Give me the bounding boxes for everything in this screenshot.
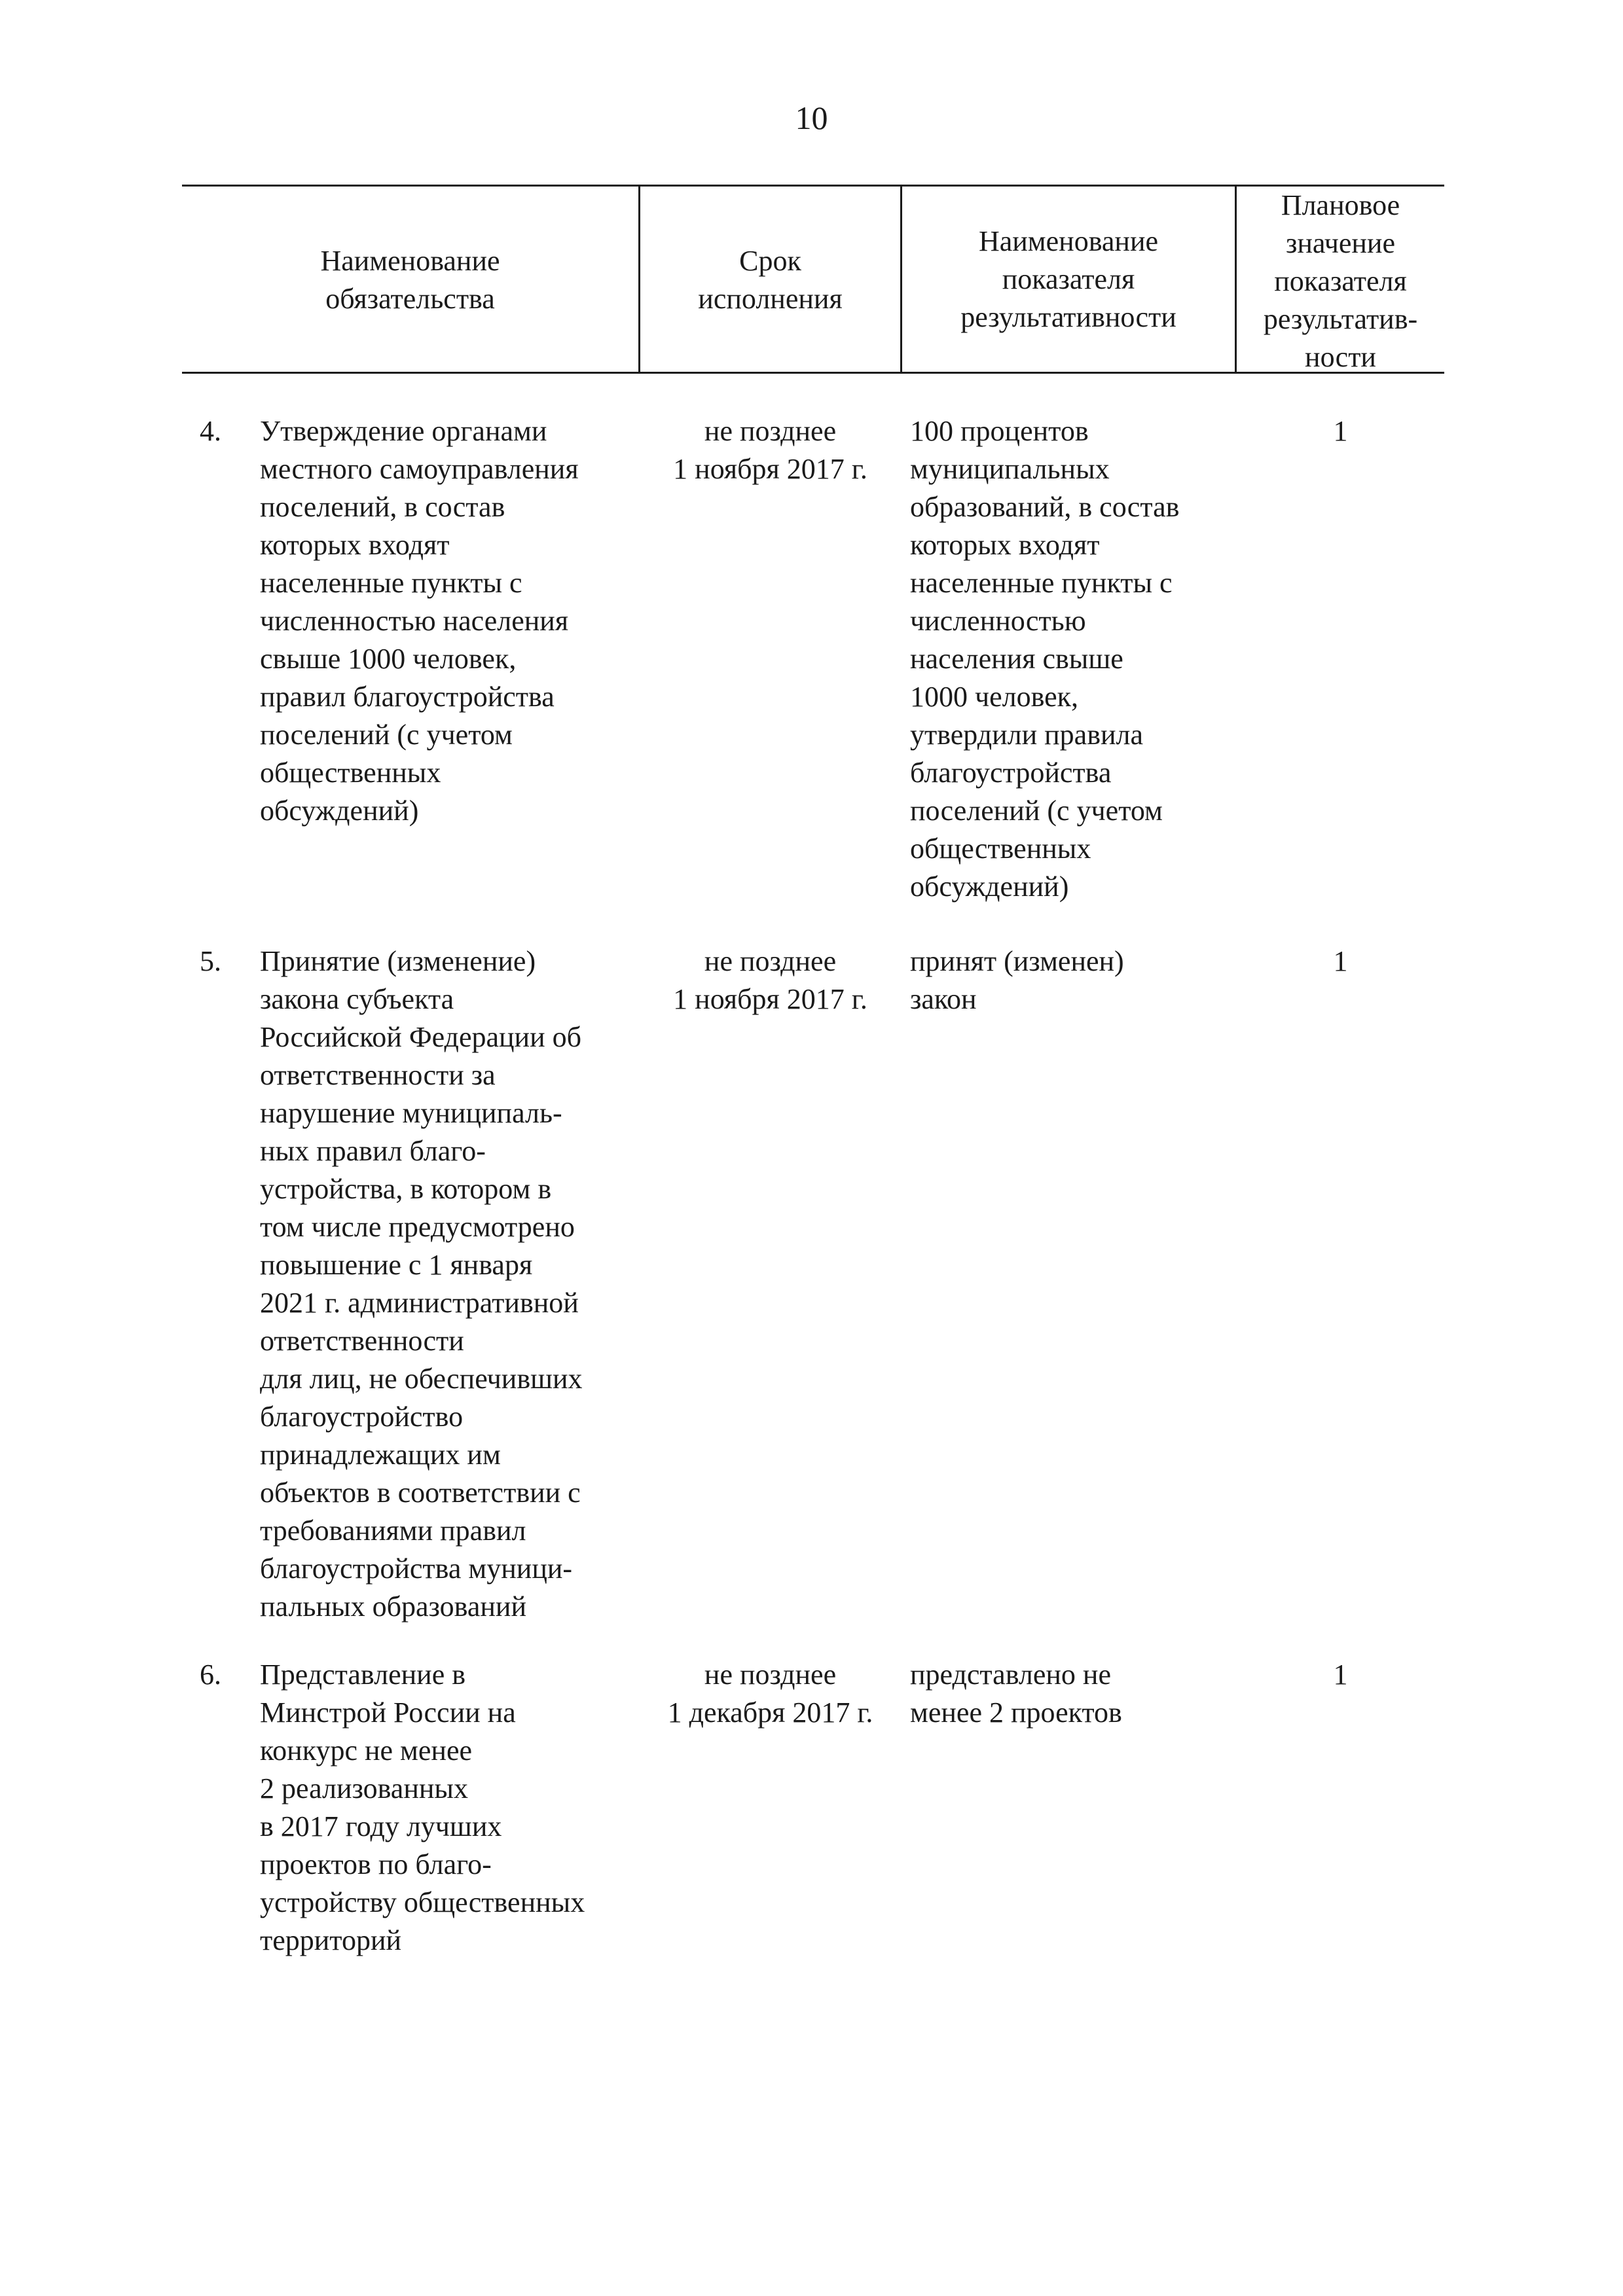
header-line: Наименование (320, 245, 500, 277)
text-line: утвердили правила (910, 719, 1144, 751)
text-line: принадлежащих им (260, 1439, 501, 1471)
text-line: населенные пункты с (910, 567, 1173, 599)
header-line: обязательства (325, 283, 495, 315)
text-line: 2 реализованных (260, 1772, 468, 1804)
planned-value-cell: 1 (1333, 1659, 1348, 1691)
text-line: устройству общественных (260, 1886, 585, 1918)
obligation-cell (260, 942, 583, 1626)
text-line: Принятие (изменение) (260, 945, 536, 977)
header-deadline (640, 242, 900, 318)
text-line: ответственности за (260, 1059, 496, 1091)
deadline-cell (640, 1656, 900, 1732)
text-line: Утверждение органами (260, 415, 547, 447)
text-line: территорий (260, 1924, 402, 1956)
text-line: населенные пункты с (260, 567, 522, 599)
text-line: правил благоустройства (260, 681, 555, 713)
text-line: 1000 человек, (910, 681, 1079, 713)
header-line: результатив- (1263, 303, 1418, 335)
text-line: закон (910, 983, 977, 1015)
obligation-cell (260, 412, 579, 830)
text-line: общественных (910, 833, 1091, 865)
indicator-cell (910, 412, 1179, 906)
text-line: объектов в соответствии с (260, 1477, 581, 1509)
text-line: пальных образований (260, 1590, 526, 1623)
text-line: численностью населения (260, 605, 569, 637)
text-line: муниципальных (910, 453, 1110, 485)
text-line: Представление в (260, 1659, 466, 1691)
text-line: для лиц, не обеспечивших (260, 1363, 583, 1395)
row-number: 6. (200, 1659, 221, 1691)
text-line: Минстрой России на (260, 1696, 516, 1729)
text-line: 100 процентов (910, 415, 1089, 447)
text-line: образований, в состав (910, 491, 1180, 523)
text-line: не позднее (704, 415, 837, 447)
text-line: благоустройства муници- (260, 1552, 573, 1585)
page-number: 10 (795, 99, 828, 136)
text-line: численностью (910, 605, 1086, 637)
row-number: 4. (200, 415, 221, 447)
text-line: поселений, в состав (260, 491, 505, 523)
text-line: общественных (260, 757, 441, 789)
header-line: Плановое (1281, 189, 1400, 221)
text-line: 1 ноября 2017 г. (673, 983, 867, 1015)
text-line: обсуждений) (260, 795, 419, 827)
header-line: значение (1286, 227, 1395, 259)
text-line: ных правил благо- (260, 1135, 486, 1167)
text-line: требованиями правил (260, 1515, 526, 1547)
text-line: Российской Федерации об (260, 1021, 582, 1053)
text-line: закона субъекта (260, 983, 454, 1015)
text-line: поселений (с учетом (910, 795, 1163, 827)
header-line: показателя (1002, 263, 1135, 295)
header-indicator (902, 223, 1235, 336)
text-line: в 2017 году лучших (260, 1810, 502, 1842)
deadline-cell (640, 942, 900, 1018)
text-line: поселений (с учетом (260, 719, 513, 751)
text-line: менее 2 проектов (910, 1696, 1122, 1729)
text-line: свыше 1000 человек, (260, 643, 517, 675)
text-line: обсуждений) (910, 870, 1069, 903)
header-line: ности (1305, 341, 1376, 373)
text-line: 1 декабря 2017 г. (667, 1696, 873, 1729)
text-line: не позднее (704, 1659, 837, 1691)
text-line: местного самоуправления (260, 453, 579, 485)
text-line: повышение с 1 января (260, 1249, 533, 1281)
text-line: населения свыше (910, 643, 1123, 675)
text-line: не позднее (704, 945, 837, 977)
header-line: результативности (960, 301, 1176, 333)
header-line: Наименование (978, 225, 1159, 257)
text-line: нарушение муниципаль- (260, 1097, 562, 1129)
text-line: 2021 г. административной (260, 1287, 579, 1319)
planned-value-cell: 1 (1333, 945, 1348, 977)
text-line: устройства, в котором в (260, 1173, 552, 1205)
header-line: Срок (739, 245, 801, 277)
text-line: которых входят (910, 529, 1100, 561)
text-line: проектов по благо- (260, 1848, 492, 1880)
text-line: благоустройства (910, 757, 1112, 789)
deadline-cell (640, 412, 900, 488)
text-line: представлено не (910, 1659, 1112, 1691)
text-line: благоустройство (260, 1401, 464, 1433)
indicator-cell (910, 942, 1124, 1018)
text-line: принят (изменен) (910, 945, 1124, 977)
indicator-cell (910, 1656, 1122, 1732)
text-line: том числе предусмотрено (260, 1211, 575, 1243)
row-number: 5. (200, 945, 221, 977)
text-line: ответственности (260, 1325, 464, 1357)
obligation-cell (260, 1656, 585, 1960)
header-planned-value (1237, 187, 1444, 376)
text-line: конкурс не менее (260, 1734, 473, 1767)
header-obligation (182, 242, 638, 318)
header-line: показателя (1274, 265, 1407, 297)
header-line: исполнения (698, 283, 843, 315)
text-line: которых входят (260, 529, 450, 561)
text-line: 1 ноября 2017 г. (673, 453, 867, 485)
planned-value-cell: 1 (1333, 415, 1348, 447)
